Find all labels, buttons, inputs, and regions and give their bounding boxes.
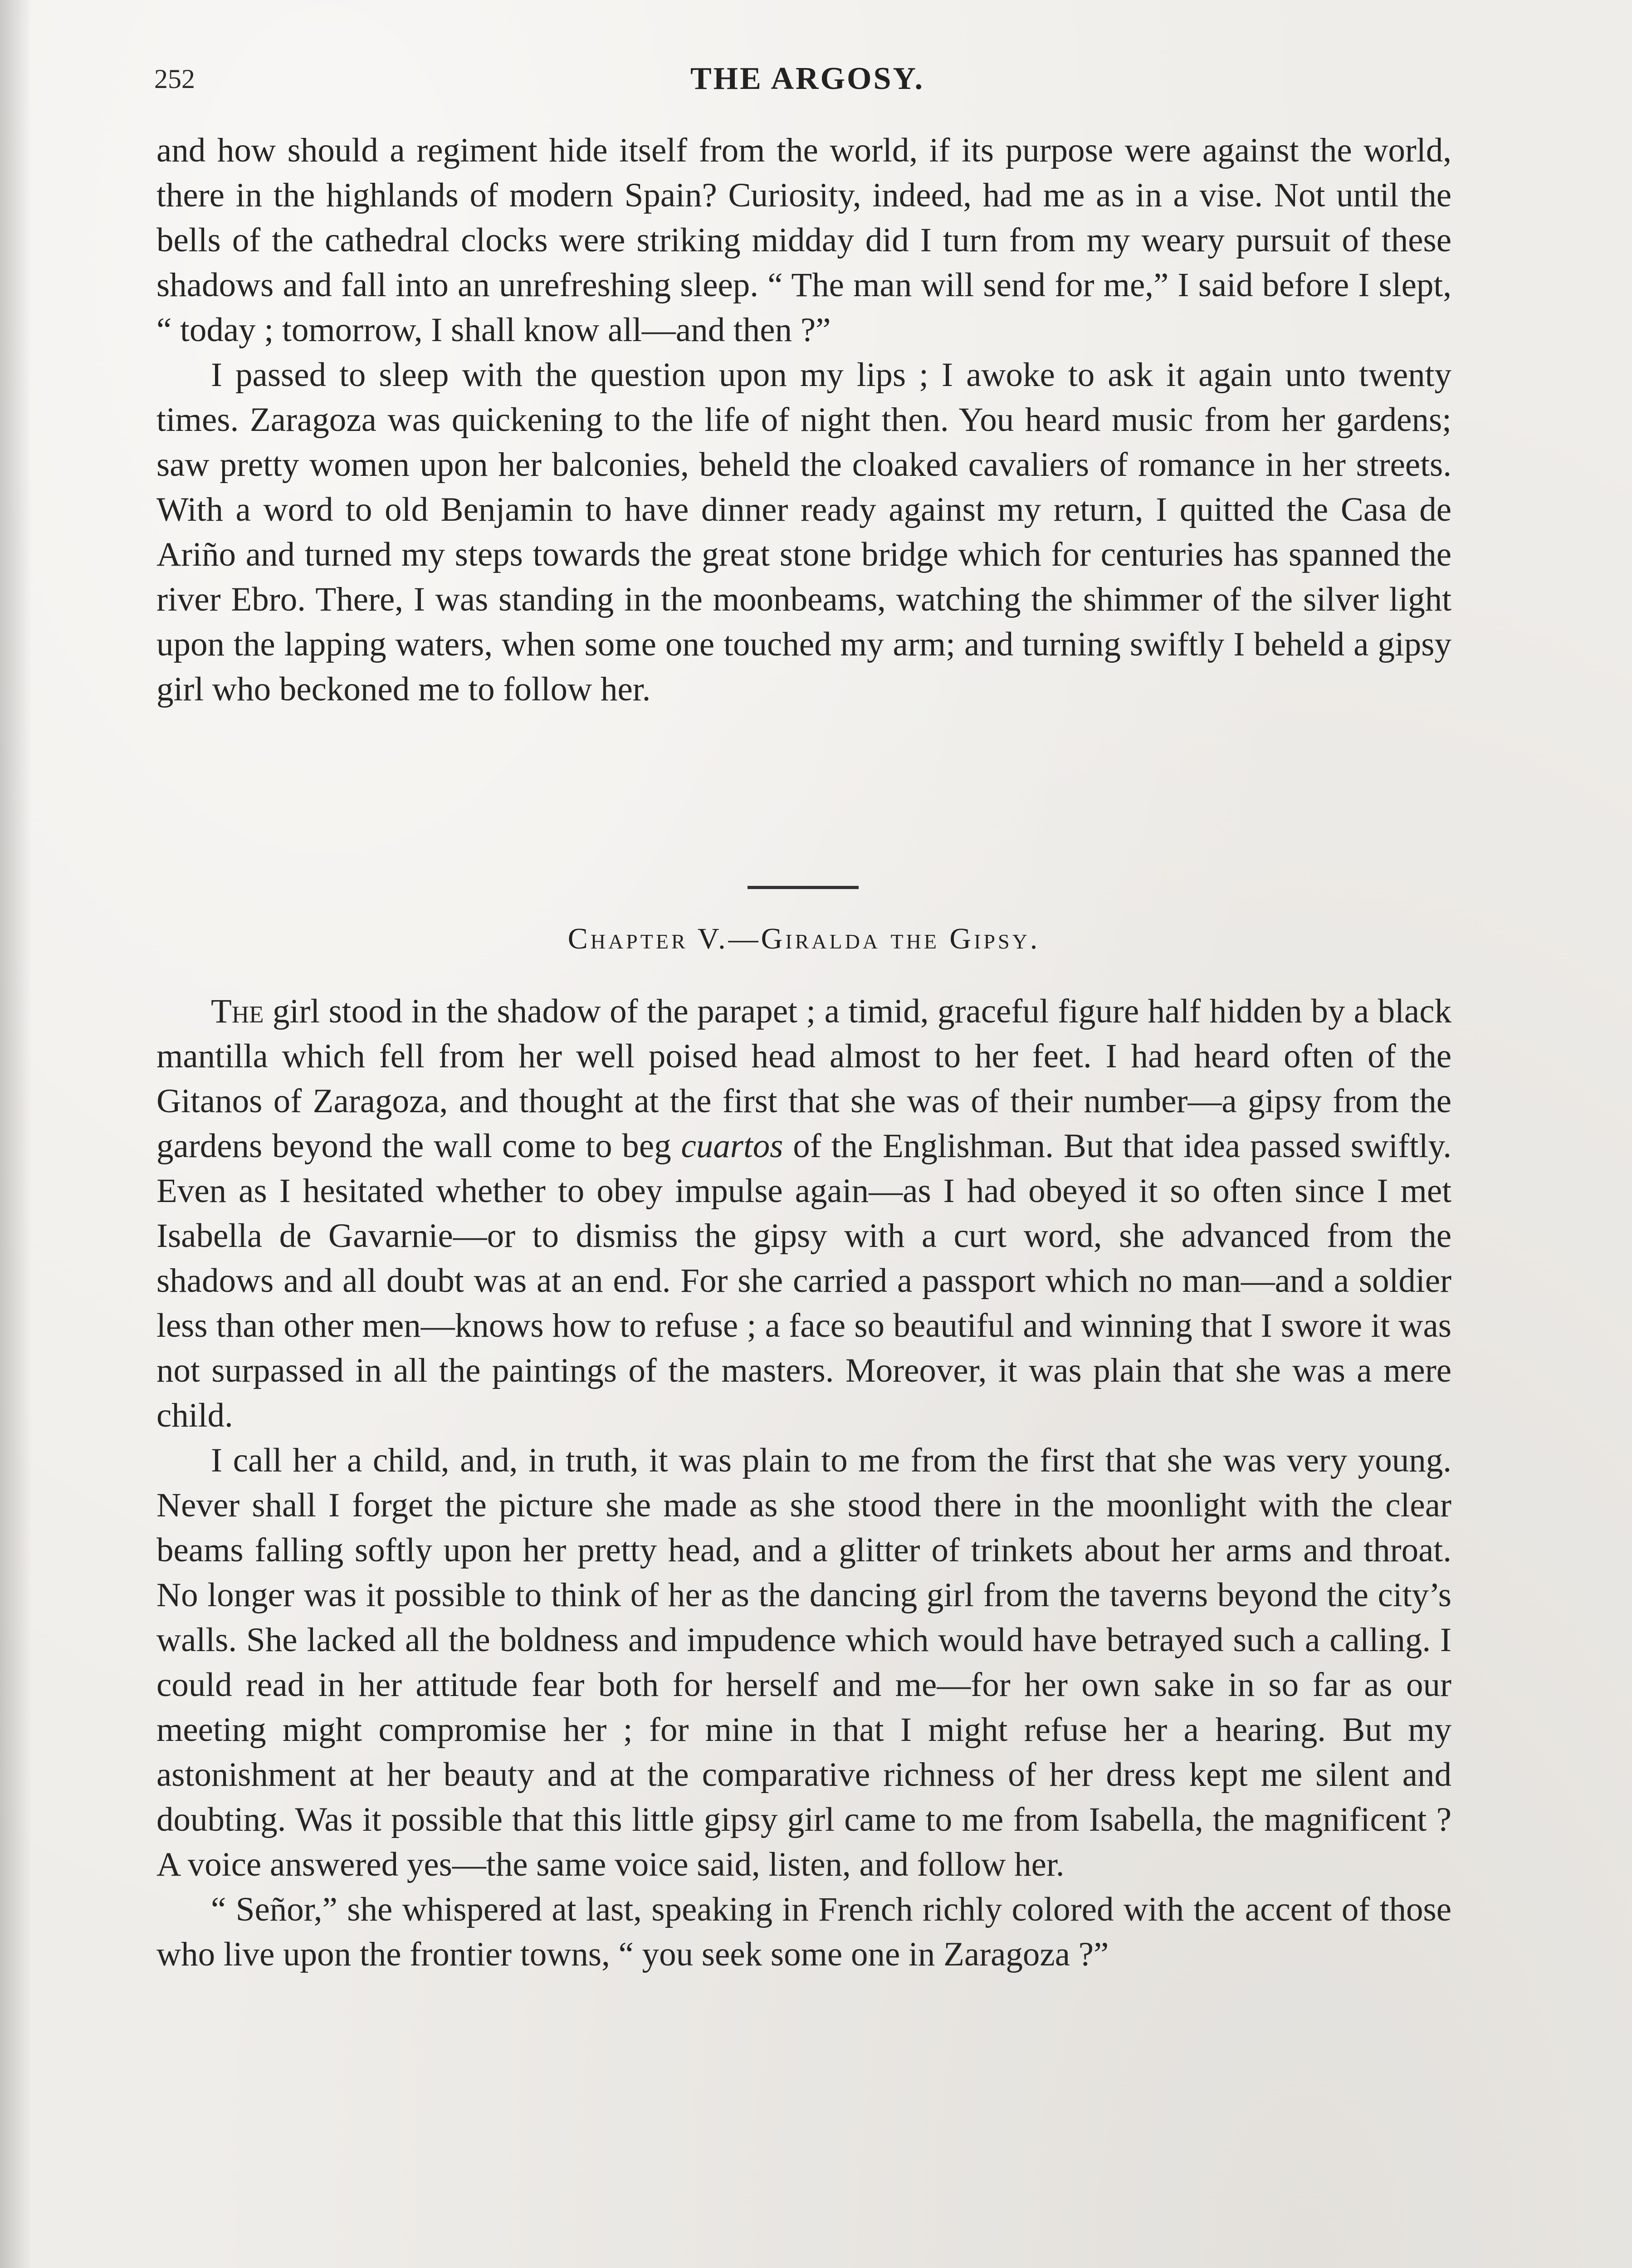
italic-word: cuartos xyxy=(681,1127,783,1165)
paragraph: I call her a child, and, in truth, it was plain to me from the first that she was very young. Never shall I forget the picture she made as she stood there in the moonlight with the clear beams falling softly upon her pretty head, and a glitter of trinkets about her arms and throat. No longer was it possible to think of her as the dancing girl from the taverns beyond the city’s walls. She lacked all the boldness and impudence which would have betrayed such a calling. I could read in her attitude fear both for herself and me—for her own sake in so far as our meeting might compromise her ; for mine in that I might refuse her a hearing. But my astonishment at her beauty and at the comparative richness of her dress kept me silent and doubting. Was it possible that this little gipsy girl came to me from Isabella, the magnificent ? A voice answered yes—the same voice said, listen, and follow her. xyxy=(156,1442,1451,1883)
paragraph: “ Señor,” she whispered at last, speaking in French richly colored with the accent of those who live upon the frontier towns, “ you seek some one in Zaragoza ?” xyxy=(156,1891,1451,1973)
running-title: THE ARGOSY. xyxy=(690,61,925,96)
paragraph: I passed to sleep with the question upon my lips ; I awoke to ask it again unto twenty times. Zaragoza was quickening to the life of night then. You heard music from her gardens; saw pretty women upon her balconies, beheld the cloaked cavaliers of romance in her streets. With a word to old Benjamin to have dinner ready against my return, I quitted the Casa de Ariño and turned my steps towards the great stone bridge which for centuries has spanned the river Ebro. There, I was standing in the moonbeams, watching the shimmer of the silver light upon the lapping waters, when some one touched my arm; and turning swiftly I beheld a gipsy girl who beckoned me to follow her. xyxy=(156,356,1451,708)
paragraph-text: of the Englishman. But that idea passed swiftly. Even as I hesitated whether to obey impulse again—as I had obeyed it so often since I met Isabella de Gavarnie—or to dismiss the gipsy with a curt word, she advanced from the shadows and all doubt was at an end. For she carried a passport which no man—and a soldier less than other men—knows how to refuse ; a face so beautiful and winning that I swore it was not surpassed in all the paintings of the masters. Moreover, it was plain that she was a mere child. xyxy=(156,1127,1452,1434)
paragraph: and how should a regiment hide itself from the world, if its purpose were against the world, there in the highlands of modern Spain? Curiosity, indeed, had me as in a vise. Not until the bells of the cathedral clocks were striking midday did I turn from my weary pursuit of these shadows and fall into an unrefreshing sleep. “ The man will send for me,” I said before I slept, “ today ; tomorrow, I shall know all—and then ?” xyxy=(156,132,1451,349)
section-divider-rule xyxy=(748,886,859,889)
page-header xyxy=(154,54,1461,109)
chapter-text xyxy=(156,989,1451,1977)
page-number: 252 xyxy=(154,64,195,94)
paragraph-text: girl stood in the shadow of the parapet ; a timid, graceful figure half hidden by a black mantilla which fell from her well poised head almost to her feet. I had heard often of the Gitanos of Zaragoza, and thought at the first that she was of their number—a gipsy from the gardens beyond the wall come to beg xyxy=(156,992,1451,1165)
page-gutter-shadow xyxy=(0,0,32,2268)
chapter-heading: Chapter V.—Giralda the Gipsy. xyxy=(567,922,1041,955)
paragraph xyxy=(156,989,1451,1438)
paragraph-lead-word: The xyxy=(211,992,264,1030)
continuation-text xyxy=(156,128,1451,712)
